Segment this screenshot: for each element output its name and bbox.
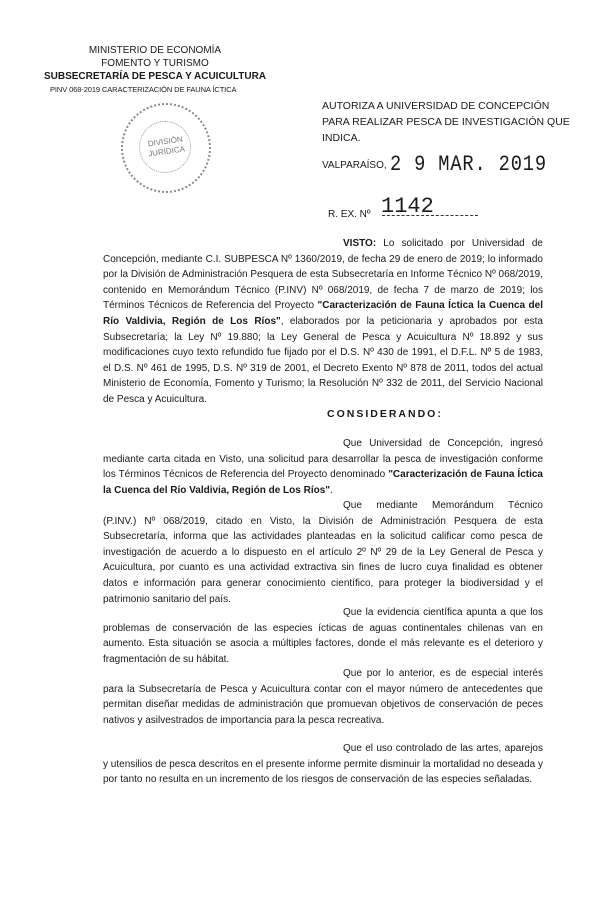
visto-project-name: "Caracterización de Fauna Íctica la Cuenca del Río Valdivia, Región de Los Ríos" xyxy=(103,300,543,327)
stamp-text: DIVISIÓN JURÍDICA xyxy=(147,134,186,159)
resolution-subject: AUTORIZA A UNIVERSIDAD DE CONCEPCIÓN PARA REALIZAR PESCA DE INVESTIGACIÓN QUE INDICA. xyxy=(322,100,570,144)
considerando-p2 xyxy=(103,498,543,607)
resolution-date: 2 9 MAR. 2019 xyxy=(390,152,547,177)
visto-label: VISTO: xyxy=(343,238,377,249)
considerando-p4-text: Que por lo anterior, es de especial interés para la Subsecretaría de Pesca y Acuicultura contar con el mayor número de antecedentes que permitan diseñar medidas de administración que promuevan objetivos de conservación de peces nativos y asilvestrados de importancia para la pesca recreativa. xyxy=(103,668,543,726)
visto-text-2: , elaborados por la peticionaria y aprobados por esta Subsecretaría; la Ley Nº 19.880; la Ley General de Pesca y Acuicultura Nº 18.892 y sus modificaciones cuyo texto refundido fue fijado por el D.S. Nº 430 de 1991, el D.F.L. Nº 5 de 1983, el D.S. Nº 461 de 1995, D.S. Nº 319 de 2001, el Decreto Exento Nº 878 de 2011, todos del actual Ministerio de Economía, Fomento y Turismo; la Resolución Nº 332 de 2011, del Servicio Nacional de Pesca y Acuicultura. xyxy=(103,315,543,405)
considerando-title: CONSIDERANDO: xyxy=(327,408,443,420)
official-stamp xyxy=(121,103,211,193)
considerando-p1-text: Que Universidad de Concepción, ingresó mediante carta citada en Visto, una solicitud para desarrollar la pesca de investigación conforme los Términos Técnicos de Referencia del Proyecto denominado xyxy=(103,438,543,481)
subsecretaria-name: SUBSECRETARÍA DE PESCA Y ACUICULTURA xyxy=(43,71,267,82)
place-label: VALPARAÍSO, xyxy=(322,160,387,171)
ministry-name: MINISTERIO DE ECONOMÍA xyxy=(88,45,222,56)
rex-underline xyxy=(382,215,478,216)
considerando-p1: Que Universidad de Concepción, ingresó mediante carta citada en Visto, una solicitud para desarrollar la pesca de investigación conforme los Términos Técnicos de Referencia del Proyecto denominado "Caracterización de Fauna Íctica la Cuenca del Río Valdivia, Región de Los Ríos". xyxy=(103,438,543,496)
considerando-p3 xyxy=(103,605,543,667)
considerando-p2-text: Que mediante Memorándum Técnico (P.INV.) Nº 068/2019, citado en Visto, la División de Administración Pesquera de esta Subsecretaría, informa que las actividades planteadas en la solicitud calificar como pesca de investigación de acuerdo a lo dispuesto en el artículo 2º Nº 29 de la Ley General de Pesca y Acuicultura, por cuanto es una actividad extractiva sin fines de lucro cuya finalidad es obtener datos e información para generar conocimiento científico, para proteger la biodiversidad y el patrimonio sanitario del país. xyxy=(103,500,543,605)
considerando-p4 xyxy=(103,666,543,728)
ministry-name-2: FOMENTO Y TURISMO xyxy=(101,58,209,69)
document-reference: PINV 068-2019 CARACTERIZACIÓN DE FAUNA ÍCTICA xyxy=(50,85,237,94)
visto-section xyxy=(103,236,543,408)
visto-paragraph xyxy=(103,236,543,408)
rex-label: R. EX. Nº xyxy=(328,209,371,220)
considerando-p5-text: Que el uso controlado de las artes, aparejos y utensilios de pesca descritos en el presente informe permite disminuir la mortalidad no deseada y por tanto no resulta en un incremento de los riesgos de conservación de las especies señaladas. xyxy=(103,743,543,786)
letterhead xyxy=(40,44,270,96)
rex-number: 1142 xyxy=(381,194,434,219)
considerando-p3-text: Que la evidencia científica apunta a que los problemas de conservación de las especies ícticas de aguas continentales chilenas van en aumento. Esta situación se asocia a múltiples factores, donde el más relevante es el deterioro y fragmentación de su hábitat. xyxy=(103,607,543,665)
considerando-p5 xyxy=(103,741,543,788)
considerando-p1-project: "Caracterización de Fauna Íctica la Cuenca del Río Valdivia, Región de Los Ríos" xyxy=(103,469,543,496)
visto-text-1: Lo solicitado por Universidad de Concepción, mediante C.I. SUBPESCA Nº 1360/2019, de fecha 29 de enero de 2019; lo informado por la División de Administración Pesquera de esta Subsecretaría en Informe Técnico Nº 068/2019, contenido en Memorándum Técnico (P.INV) Nº 068/2019, de fecha 7 de marzo de 2019; los Términos Técnicos de Referencia del Proyecto xyxy=(103,238,543,312)
